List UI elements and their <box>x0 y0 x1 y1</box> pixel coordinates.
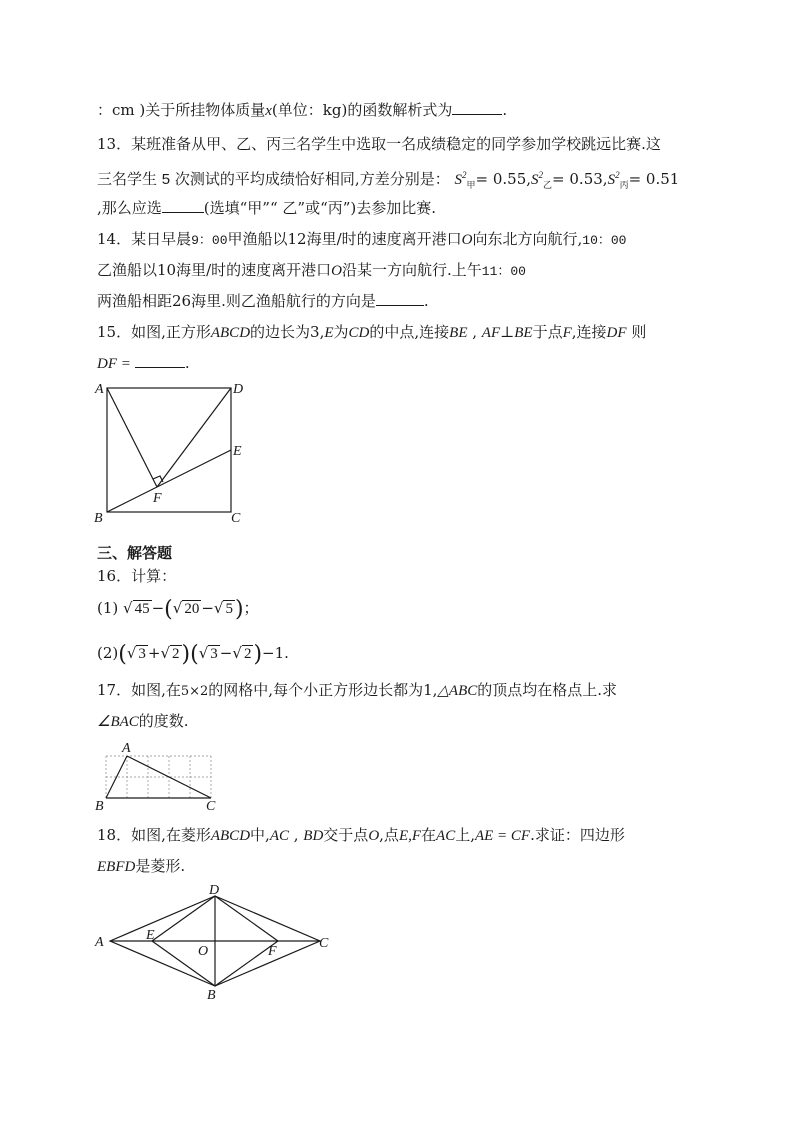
label-f: F <box>153 491 162 506</box>
seg-ac: AC <box>269 828 289 844</box>
label-e: E <box>233 444 242 459</box>
grid-size: 5×2 <box>180 684 209 699</box>
seg-be: BE <box>514 325 533 341</box>
quad-name: EBFD <box>97 859 136 875</box>
q14-line3 <box>97 291 429 311</box>
label-f: F <box>268 944 277 959</box>
pt-f: F <box>562 325 572 341</box>
q13-line3 <box>97 198 436 218</box>
q13-line1: 13．某班准备从甲、乙、丙三名学生中选取一名成绩稳定的同学参加学校跳远比赛.这 <box>97 135 661 153</box>
variance-b-value: = 0.53 <box>552 170 603 188</box>
variance-b: $S^2_乙$ <box>531 170 553 190</box>
seg-cd: CD <box>348 325 370 341</box>
q17-line2 <box>97 711 189 732</box>
q16-end1: ； <box>243 599 259 617</box>
label-c: C <box>319 936 329 951</box>
q13-text3: ,那么应选 <box>97 199 162 217</box>
q12-text: ：cm )关于所挂物体质量 <box>97 101 266 119</box>
q18-text3: 交于点 <box>323 826 369 844</box>
paren-open: ( <box>190 642 199 667</box>
part-label: (1) <box>97 599 119 617</box>
rhombus-name: ABCD <box>210 828 251 844</box>
paren-close: ) <box>234 597 244 622</box>
seg-af: AF <box>481 325 501 341</box>
q18-text6: 上, <box>455 826 475 844</box>
triangle-name: △ABC <box>437 683 478 699</box>
label-b: B <box>94 511 103 526</box>
seg-ac: AC <box>436 828 456 844</box>
label-d: D <box>209 883 220 898</box>
radicand: 2 <box>172 646 180 662</box>
label-e: E <box>146 928 155 943</box>
q16-part1: (1) √ 45 −(√ 20 −√ 5)； <box>97 597 259 622</box>
label-a: A <box>95 382 104 397</box>
pts-ef: E,F <box>398 828 422 844</box>
q18-text5: 在 <box>421 826 437 844</box>
answer-blank[interactable] <box>135 353 185 368</box>
q16-tail: −1. <box>262 644 289 662</box>
q18-line2 <box>97 856 185 877</box>
equation: AE = CF <box>474 828 531 844</box>
time-1: 9：00 <box>191 233 228 248</box>
variance-c: $S^2_丙$ <box>607 170 629 190</box>
q15-df: DF = <box>97 356 131 372</box>
paren-open: ( <box>164 597 173 622</box>
sq-name: ABCD <box>210 325 251 341</box>
q17-line1 <box>97 680 617 702</box>
seg-df: DF <box>606 325 627 341</box>
q17-text: 17．如图,在 <box>97 681 181 699</box>
q14-line1 <box>97 229 627 251</box>
square-abcd <box>107 388 231 512</box>
q15-end: . <box>184 354 190 372</box>
q14-text3: 向东北方向航行, <box>472 230 583 248</box>
time-2: 10：00 <box>582 233 627 248</box>
square-diagram <box>90 378 250 526</box>
rhombus-diagram <box>90 880 340 1002</box>
label-a: A <box>95 935 104 950</box>
q14-text5: 沿某一方向航行.上午 <box>342 261 482 279</box>
pt-o: O <box>368 828 380 844</box>
q18-text7: .求证：四边形 <box>530 826 625 844</box>
radicand: 20 <box>184 601 200 617</box>
q14-end: . <box>423 292 429 310</box>
q15-text5: 于点 <box>532 323 563 341</box>
q18-sep: , <box>288 826 304 844</box>
seg-be: BE <box>449 325 468 341</box>
q17-text2: 的网格中,每个小正方形边长都为1, <box>208 681 438 699</box>
grid-triangle-diagram <box>92 738 224 814</box>
pt-e: E <box>324 325 334 341</box>
q13-text4: (选填“甲”“ 乙”或“丙”)去参加比赛. <box>203 199 437 217</box>
seg-bd: BD <box>303 828 324 844</box>
grid-lines <box>106 756 211 798</box>
segment-af <box>107 388 157 487</box>
label-c: C <box>206 799 216 814</box>
part-label: (2) <box>97 644 119 662</box>
q13-count: 5 <box>161 171 171 188</box>
q15-line1 <box>97 322 646 343</box>
label-b: B <box>207 988 216 1002</box>
q15-text6: ,连接 <box>571 323 607 341</box>
q15-text7: 则 <box>631 323 647 341</box>
answer-blank[interactable] <box>162 198 204 213</box>
perp-sign: ⊥ <box>500 323 515 341</box>
q18-text: 18．如图,在菱形 <box>97 826 211 844</box>
label-d: D <box>233 382 244 397</box>
q12-end: . <box>502 101 508 119</box>
label-o: O <box>198 944 209 959</box>
radicand: 3 <box>210 646 218 662</box>
q14-text2: 甲渔船以12海里/时的速度离开港口 <box>227 230 462 248</box>
paren-close: ) <box>181 642 191 667</box>
q17-text3: 的顶点均在格点上.求 <box>477 681 618 699</box>
q16-title: 16．计算： <box>97 567 177 585</box>
label-a: A <box>122 741 131 756</box>
paren-open: ( <box>118 642 127 667</box>
q14-text6: 两渔船相距26海里.则乙渔船航行的方向是 <box>97 292 376 310</box>
radicand: 45 <box>134 601 150 617</box>
q14-line2 <box>97 260 526 282</box>
q13-text2: 次测试的平均成绩恰好相同,方差分别是： <box>174 170 450 188</box>
answer-blank[interactable] <box>376 291 424 306</box>
q18-text2: 中, <box>250 826 270 844</box>
q15-line2 <box>97 353 190 374</box>
q14-text: 14．某日早晨 <box>97 230 192 248</box>
label-b: B <box>95 799 104 814</box>
time-3: 11：00 <box>481 264 526 279</box>
q17-text4: 的度数. <box>138 712 189 730</box>
port-o: O <box>331 263 342 279</box>
answer-blank[interactable] <box>452 100 502 115</box>
q18-text4: ,点 <box>379 826 399 844</box>
q15-text: 15．如图,正方形 <box>97 323 211 341</box>
q12-line <box>97 100 507 121</box>
q12-var: x <box>265 103 272 119</box>
q15-text4: 的中点,连接 <box>369 323 450 341</box>
q18-line1 <box>97 825 625 846</box>
q16-part2: (2)(√ 3 +√ 2)(√ 3 −√ 2)−1. <box>97 642 289 667</box>
variance-a: $S^2_甲$ <box>454 170 476 190</box>
section-heading: 三、解答题 <box>97 544 173 562</box>
q18-text8: 是菱形. <box>135 857 186 875</box>
port-o: O <box>461 232 473 248</box>
radicand: 3 <box>138 646 146 662</box>
variance-c-value: = 0.51 <box>628 170 680 188</box>
radicand: 2 <box>243 646 252 662</box>
radicand: 5 <box>225 601 233 617</box>
q15-comma: , <box>467 323 482 341</box>
q15-text2: 的边长为3, <box>250 323 325 341</box>
segment-be <box>107 450 231 512</box>
segment-df <box>157 388 231 487</box>
q13-line2: 三名学生 5 次测试的平均成绩恰好相同,方差分别是： $S^2_甲= 0.55,S^2_乙= 0.53,S^2_丙= 0.51$ <box>97 170 680 190</box>
q12-text2: (单位：kg)的函数解析式为 <box>271 101 453 119</box>
minus: − <box>151 599 165 617</box>
label-c: C <box>231 511 241 526</box>
variance-a-value: = 0.55 <box>475 170 527 188</box>
q15-text3: 为 <box>333 323 349 341</box>
q14-text4: 乙渔船以10海里/时的速度离开港口 <box>97 261 332 279</box>
q13-text: 三名学生 <box>97 170 158 188</box>
paren-close: ) <box>253 642 263 667</box>
angle-name: ∠BAC <box>97 714 139 730</box>
